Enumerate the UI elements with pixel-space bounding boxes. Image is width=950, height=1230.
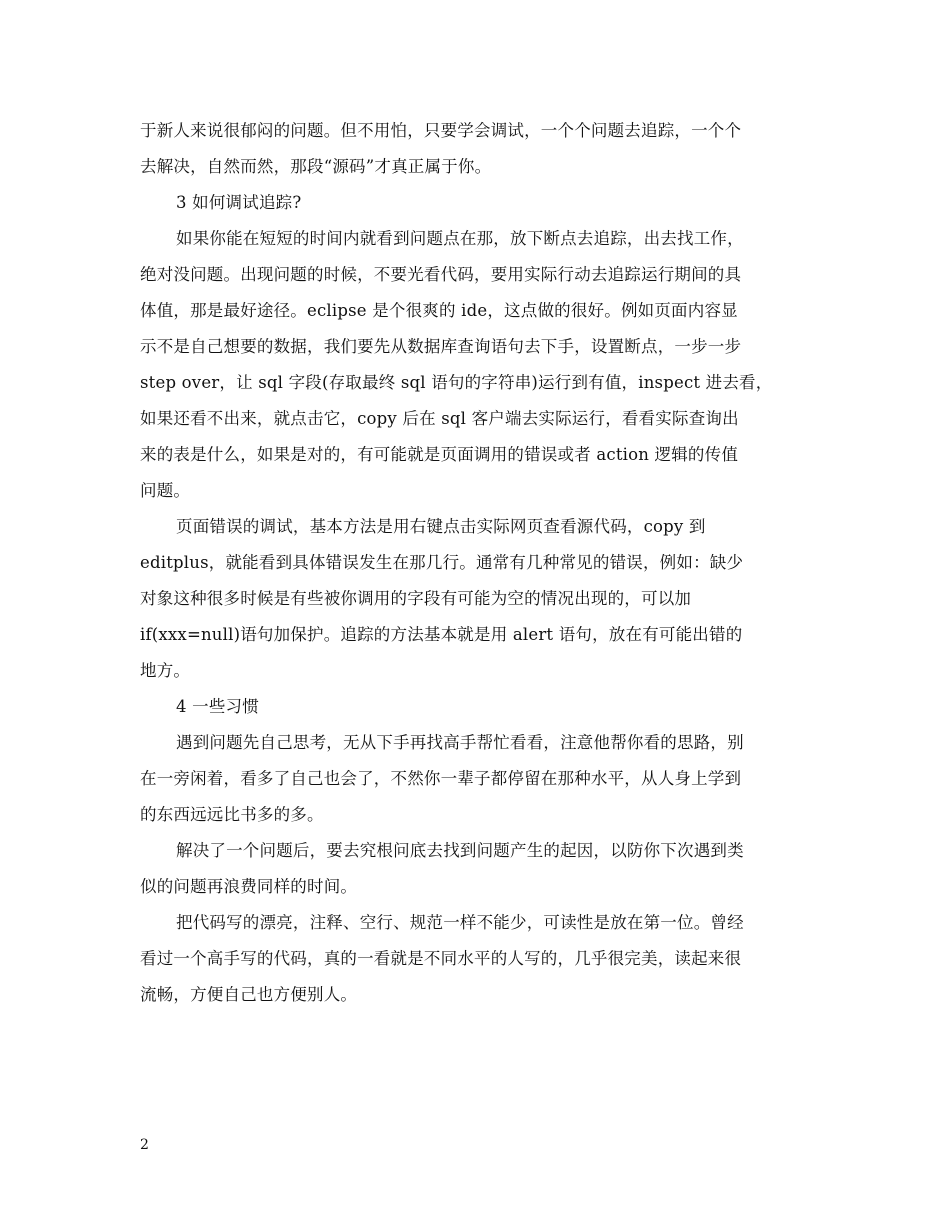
text-line: if(xxx=null)语句加保护。追踪的方法基本就是用 alert 语句，放在有可能出错的 (140, 625, 743, 644)
text-line: 似的问题再浪费同样的时间。 (140, 877, 358, 896)
text-line: 解决了一个问题后，要去究根问底去找到问题产生的起因，以防你下次遇到类 (176, 841, 744, 860)
text-line: editplus，就能看到具体错误发生在那几行。通常有几种常见的错误，例如：缺少 (140, 553, 744, 572)
text-line: 去解决，自然而然，那段“源码”才真正属于你。 (140, 157, 492, 176)
section-heading: 4 一些习惯 (176, 697, 259, 716)
section-heading: 3 如何调试追踪? (176, 193, 302, 212)
text-line: 在一旁闲着，看多了自己也会了，不然你一辈子都停留在那种水平，从人身上学到 (140, 769, 742, 788)
page-number: 2 (140, 1137, 149, 1153)
text-line: 对象这种很多时候是有些被你调用的字段有可能为空的情况出现的，可以加 (140, 589, 692, 608)
text-line: 流畅，方便自己也方便别人。 (140, 985, 358, 1004)
text-line: 问题。 (140, 481, 191, 500)
text-line: 地方。 (140, 661, 191, 680)
text-line: 页面错误的调试，基本方法是用右键点击实际网页查看源代码，copy 到 (176, 517, 706, 536)
text-line: 遇到问题先自己思考，无从下手再找高手帮忙看看，注意他帮你看的思路，别 (176, 733, 744, 752)
text-line: 看过一个高手写的代码，真的一看就是不同水平的人写的，几乎很完美，读起来很 (140, 949, 742, 968)
text-line: 于新人来说很郁闷的问题。但不用怕，只要学会调试，一个个问题去追踪，一个个 (140, 121, 742, 140)
text-line: 绝对没问题。出现问题的时候，不要光看代码，要用实际行动去追踪运行期间的具 (140, 265, 742, 284)
text-line: 示不是自己想要的数据，我们要先从数据库查询语句去下手，设置断点，一步一步 (140, 337, 742, 356)
text-line: 体值，那是最好途径。eclipse 是个很爽的 ide，这点做的很好。例如页面内容显 (140, 301, 738, 320)
text-line: 的东西远远比书多的多。 (140, 805, 324, 824)
text-line: step over，让 sql 字段(存取最终 sql 语句的字符串)运行到有值，inspect 进去看， (140, 373, 773, 392)
text-line: 如果你能在短短的时间内就看到问题点在那，放下断点去追踪，出去找工作， (176, 229, 744, 248)
text-line: 把代码写的漂亮，注释、空行、规范一样不能少，可读性是放在第一位。曾经 (176, 913, 744, 932)
text-line: 如果还看不出来，就点击它，copy 后在 sql 客户端去实际运行，看看实际查询出 (140, 409, 739, 428)
text-line: 来的表是什么，如果是对的，有可能就是页面调用的错误或者 action 逻辑的传值 (140, 445, 739, 464)
